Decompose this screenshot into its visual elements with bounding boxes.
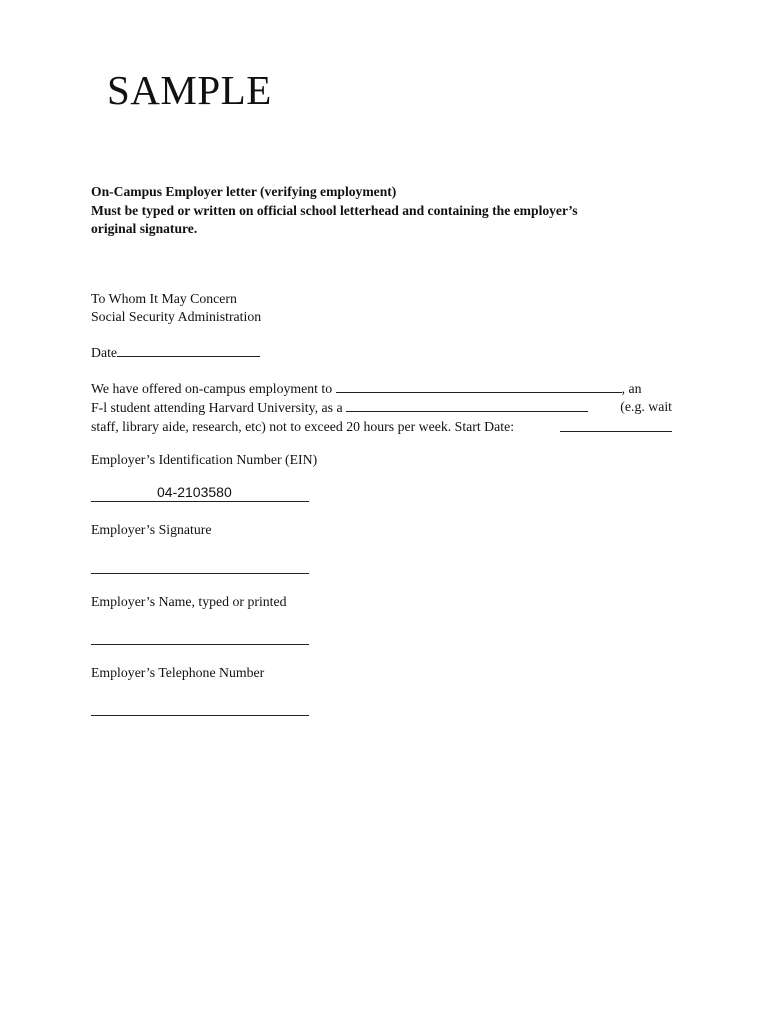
- sample-watermark: SAMPLE: [107, 67, 272, 113]
- position-blank[interactable]: [346, 398, 588, 412]
- name-label: Employer’s Name, typed or printed: [91, 594, 287, 609]
- name-line[interactable]: [91, 644, 309, 645]
- phone-label: Employer’s Telephone Number: [91, 665, 265, 680]
- ein-label: Employer’s Identification Number (EIN): [91, 452, 318, 467]
- heading-title: On-Campus Employer letter (verifying employment): [91, 184, 397, 199]
- date-row: [91, 343, 260, 362]
- body-text-2b: (e.g. wait: [620, 399, 672, 415]
- heading-instruction: Must be typed or written on official school letterhead and containing the employer’s: [91, 202, 578, 218]
- heading-instruction-cont: original signature.: [91, 221, 198, 236]
- body-line-3: [91, 418, 672, 436]
- date-label: Date: [91, 345, 118, 360]
- salutation: [91, 290, 261, 327]
- body-text-1b: , an: [621, 381, 642, 396]
- phone-line[interactable]: [91, 715, 309, 716]
- start-date-blank[interactable]: [560, 418, 672, 432]
- signature-label: Employer’s Signature: [91, 522, 212, 537]
- salutation-line: To Whom It May Concern: [91, 291, 237, 306]
- body-text-3: staff, library aide, research, etc) not to exceed 20 hours per week. Start Date:: [91, 418, 515, 434]
- ein-value[interactable]: 04-2103580: [157, 484, 232, 500]
- body-line-2: [91, 398, 672, 417]
- recipient-line: Social Security Administration: [91, 309, 262, 325]
- body-line-1: [91, 379, 672, 398]
- letter-heading: [91, 183, 578, 239]
- student-name-blank[interactable]: [336, 379, 622, 393]
- signature-line[interactable]: [91, 573, 309, 574]
- body-text-2: F-l student attending Harvard University, as a: [91, 400, 343, 416]
- body-text-1: We have offered on-campus employment to: [91, 381, 333, 396]
- ein-line: [91, 501, 309, 502]
- date-blank[interactable]: [117, 343, 260, 357]
- letter-body: [91, 379, 672, 436]
